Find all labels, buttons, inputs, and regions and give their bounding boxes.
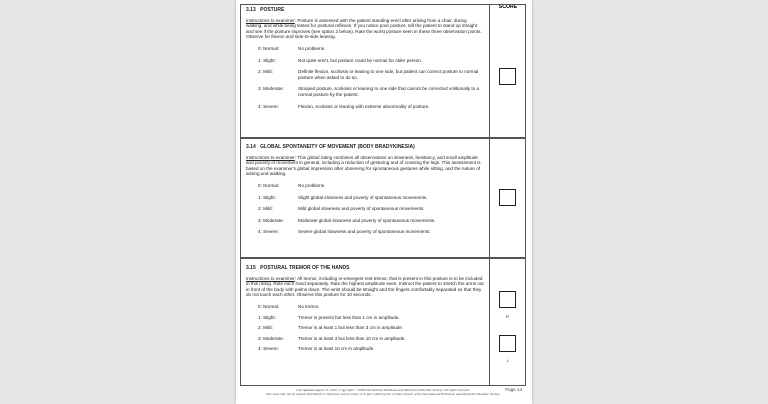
instructions: Instructions to examiner: Posture is assessed with the patient standing erect after arising from a chair, during walking, and while being tested for postural reflexes. If you notice poor posture, tell the patient to stand up straight and see if the posture improves (see option 2 below). Rate the worst posture seen in these three observation points. Observe for flexion and side-to-side leaning.: [246, 17, 482, 40]
section-number: 3.15: [246, 265, 256, 271]
section-posture: [240, 4, 490, 138]
instructions: Instructions to examiner: This global rating combines all observations on slowness, hesitancy, and small amplitude and poverty of movement in general, including a reduction of gesturing and of crossing the legs. This assessment is based on the examiner's global impression after observing for spontaneous gestures while sitting, and the nature of arising and walking.: [246, 154, 481, 177]
option-row: 1: Slight: Slight global slowness and poverty of spontaneous movements.: [258, 194, 428, 200]
option-row: 2: Mild: Mild global slowness and poverty of spontaneous movements.: [258, 206, 425, 212]
option-row: 2: Mild: Tremor is at least 1 but less than 3 cm in amplitude.: [258, 325, 404, 331]
section-title: POSTURE: [260, 7, 285, 13]
option-row: 3: Moderate: Tremor is at least 3 but less than 10 cm in amplitude.: [258, 335, 406, 341]
page-footer: [240, 388, 526, 396]
score-column: [490, 258, 526, 386]
option-row: 3: Moderate: Moderate global slowness and poverty of spontaneous movements.: [258, 217, 436, 223]
page-number: Page 14: [505, 387, 522, 392]
option-row: 3: Moderate: Stooped posture, scoliosis or leaning to one side that cannot be corrected volitionally to a normal posture by the patient.: [258, 86, 480, 97]
option-row: 1: Slight: Tremor is present but less than 1 cm in amplitude.: [258, 314, 400, 320]
footer-copyright: Last updated August 13, 2010 | Copyright © 2008 International Parkinson and Movement Disorder Society. All rights reserved.: [296, 388, 470, 392]
option-row: 0: Normal: No problems.: [258, 45, 326, 51]
option-row: 1: Slight: Not quite erect, but posture could be normal for older person.: [258, 57, 423, 63]
side-label-left: L: [507, 358, 510, 363]
option-row: 0: Normal: No problems.: [258, 182, 326, 188]
section-title: GLOBAL SPONTANEITY OF MOVEMENT (BODY BRADYKINESIA): [260, 144, 415, 150]
option-row: 0: Normal: No tremor.: [258, 303, 320, 309]
option-row: 4: Severe: Tremor is at least 10 cm in amplitude.: [258, 346, 375, 352]
side-label-right: R: [506, 314, 509, 319]
section-number: 3.13: [246, 7, 256, 13]
footer-notice: This scale may not be copied, distributed or otherwise used in whole or in part without prior written consent of the International Parkinson and Movement Disorder Society.: [265, 392, 501, 396]
section-postural-tremor: [240, 258, 490, 386]
score-box[interactable]: [499, 189, 516, 206]
score-box[interactable]: [499, 68, 516, 85]
option-row: 4: Severe: Flexion, scoliosis or leaning with extreme abnormality of posture.: [258, 103, 430, 109]
section-number: 3.14: [246, 144, 256, 150]
instructions: Instructions to examiner: All tremor, including re-emergent rest tremor, that is present in this posture is to be included in this rating. Rate each hand separately. Rate the highest amplitude seen. Instruct the patient to stretch the arms out in front of the body with palms down. The wrist should be straight and the fingers comfortably separated so that they do not touch each other. Observe this posture for 10 seconds.: [246, 275, 484, 298]
document-page: [236, 0, 532, 404]
score-column-header: SCORE: [498, 4, 518, 10]
score-box-right[interactable]: [499, 291, 516, 308]
score-box-left[interactable]: [499, 335, 516, 352]
option-row: 2: Mild: Definite flexion, scoliosis or leaning to one side, but patient can correct posture to normal posture when asked to do so.: [258, 69, 479, 80]
section-global-spontaneity: [240, 138, 490, 258]
section-title: POSTURAL TREMOR OF THE HANDS: [260, 265, 350, 271]
option-row: 4: Severe: Severe global slowness and poverty of spontaneous movements.: [258, 229, 431, 235]
